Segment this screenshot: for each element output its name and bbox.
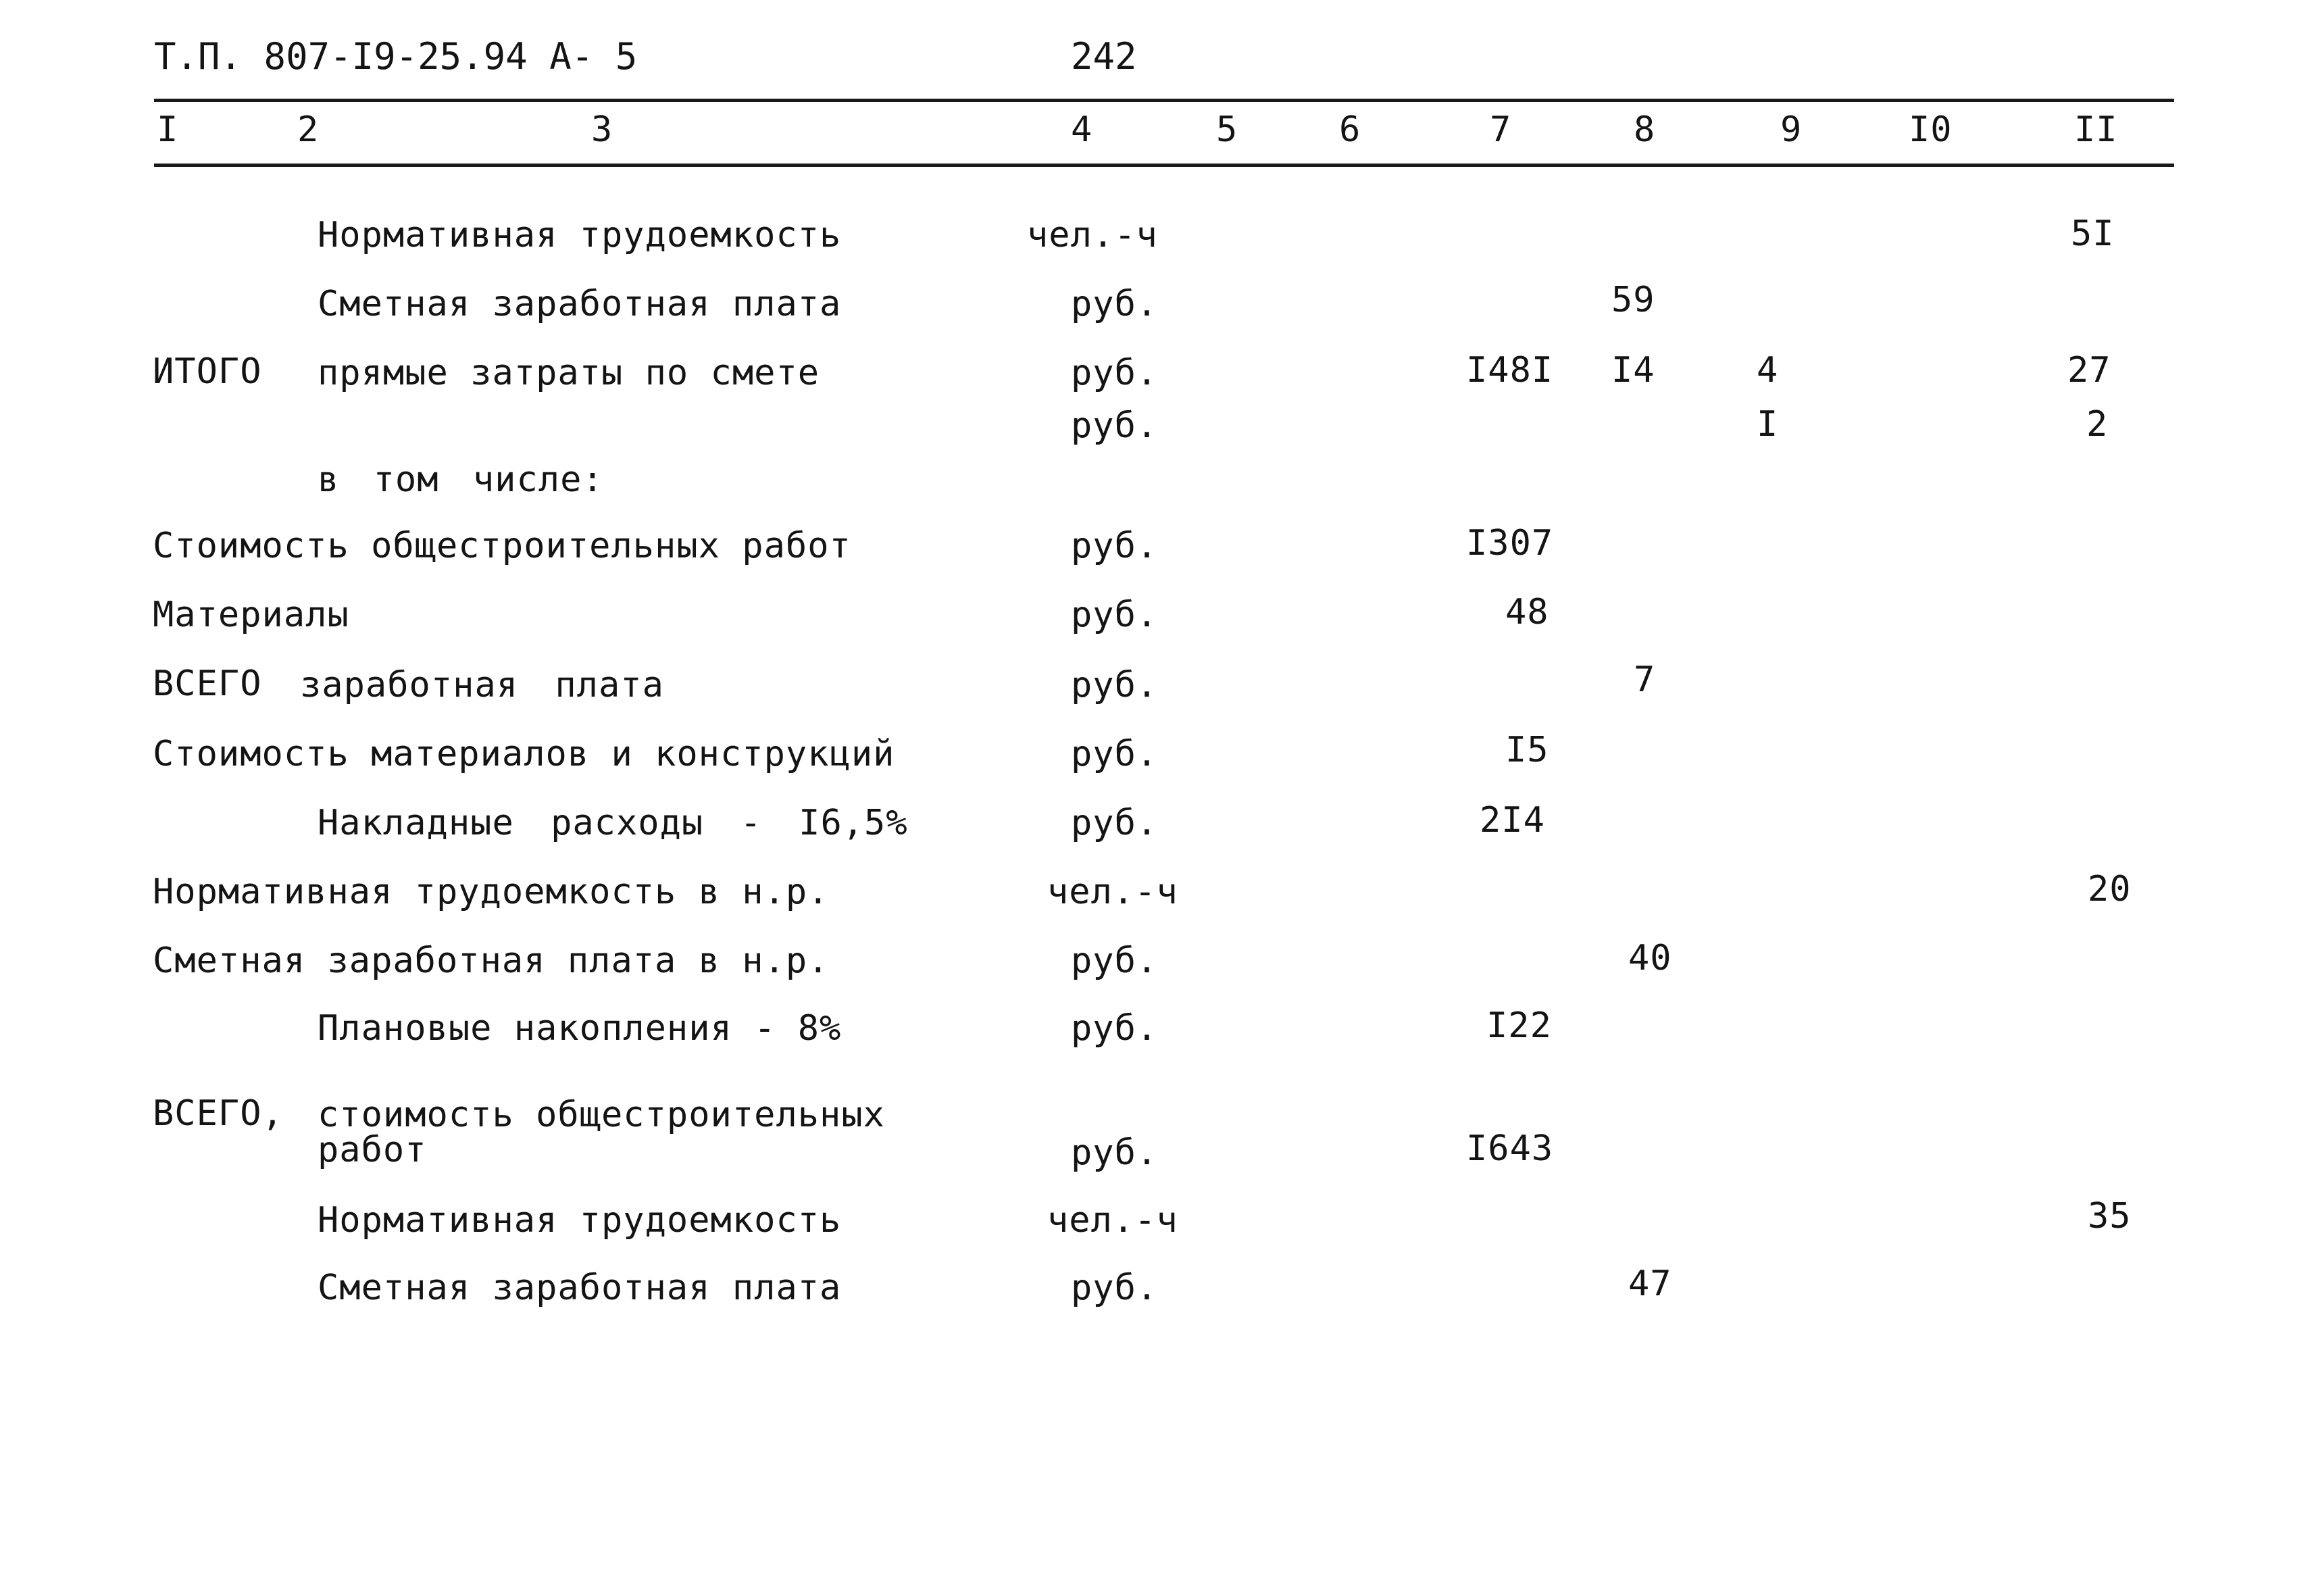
row-col7: I5 — [1505, 730, 1549, 770]
row-unit: руб. — [1071, 803, 1159, 843]
column-header-2: 2 — [297, 109, 320, 150]
row-unit: руб. — [1071, 1132, 1159, 1173]
column-header-6: 6 — [1339, 109, 1361, 150]
row-name: Сметная заработная плата — [318, 1268, 842, 1308]
row-name: Сметная заработная плата — [318, 284, 842, 324]
column-header-1: I — [157, 109, 179, 150]
row-unit: руб. — [1071, 1268, 1159, 1308]
column-header-5: 5 — [1216, 109, 1238, 150]
row-col11: 27 — [2067, 350, 2111, 391]
row-unit: чел.-ч — [1047, 872, 1178, 912]
row-col7: I48I — [1466, 350, 1554, 391]
row-name: Накладные расходы - I6,5% — [318, 803, 908, 843]
row-label: ВСЕГО — [153, 664, 262, 704]
row-name: прямые затраты по смете — [318, 353, 820, 393]
row-unit: руб. — [1071, 1008, 1159, 1049]
document-code: Т.П. 807-I9-25.94 А- 5 — [154, 35, 638, 78]
row-col7: I307 — [1466, 523, 1554, 564]
row-name: Сметная заработная плата в н.р. — [153, 941, 830, 981]
row-label: ВСЕГО, — [153, 1093, 284, 1134]
row-name: в том числе: — [318, 459, 604, 500]
row-unit: чел.-ч — [1047, 1200, 1178, 1241]
row-unit: руб. — [1071, 941, 1159, 981]
column-header-9: 9 — [1780, 109, 1803, 150]
table-top-rule — [154, 99, 2174, 102]
row-unit: руб. — [1071, 665, 1159, 705]
row-unit: руб. — [1071, 734, 1159, 774]
row-name: заработная плата — [300, 665, 664, 705]
row-col11: 2 — [2086, 404, 2109, 445]
row-col7: 48 — [1505, 592, 1549, 632]
row-col9: I — [1757, 404, 1779, 445]
column-header-11: II — [2074, 109, 2118, 150]
row-name: Стоимость материалов и конструкций — [153, 734, 895, 774]
row-col9: 4 — [1757, 350, 1779, 391]
column-header-8: 8 — [1634, 109, 1656, 150]
column-header-10: I0 — [1909, 109, 1953, 150]
row-col8: 7 — [1634, 659, 1656, 700]
row-label: ИТОГО — [153, 351, 262, 392]
row-name: Нормативная трудоемкость — [318, 215, 842, 255]
row-col11: 20 — [2088, 869, 2132, 909]
column-header-3: 3 — [591, 109, 613, 150]
row-col7: 2I4 — [1480, 800, 1545, 841]
row-col11: 5I — [2071, 214, 2115, 254]
row-col8: 59 — [1611, 280, 1655, 320]
row-col8: I4 — [1611, 350, 1655, 391]
row-name-continued: работ — [318, 1130, 427, 1170]
row-col7: I643 — [1466, 1128, 1554, 1169]
row-name: Нормативная трудоемкость — [318, 1200, 842, 1241]
row-unit: руб. — [1071, 595, 1159, 635]
row-name: Материалы — [153, 595, 349, 635]
page-number: 242 — [1071, 35, 1137, 78]
row-unit: руб. — [1071, 353, 1159, 393]
row-name: Стоимость общестроительных работ — [153, 526, 851, 566]
row-unit: руб. — [1071, 405, 1159, 446]
row-name: Нормативная трудоемкость в н.р. — [153, 872, 830, 912]
row-unit: чел.-ч — [1027, 215, 1158, 255]
row-name: стоимость общестроительных — [318, 1095, 885, 1135]
row-col7: I22 — [1486, 1005, 1552, 1046]
row-unit: руб. — [1071, 284, 1159, 324]
column-header-7: 7 — [1490, 109, 1512, 150]
row-col8: 40 — [1628, 938, 1672, 978]
column-header-4: 4 — [1071, 109, 1093, 150]
row-unit: руб. — [1071, 526, 1159, 566]
row-name: Плановые накопления - 8% — [318, 1008, 842, 1049]
table-header-bottom-rule — [154, 164, 2174, 167]
row-col11: 35 — [2088, 1196, 2132, 1237]
row-col8: 47 — [1628, 1264, 1672, 1304]
